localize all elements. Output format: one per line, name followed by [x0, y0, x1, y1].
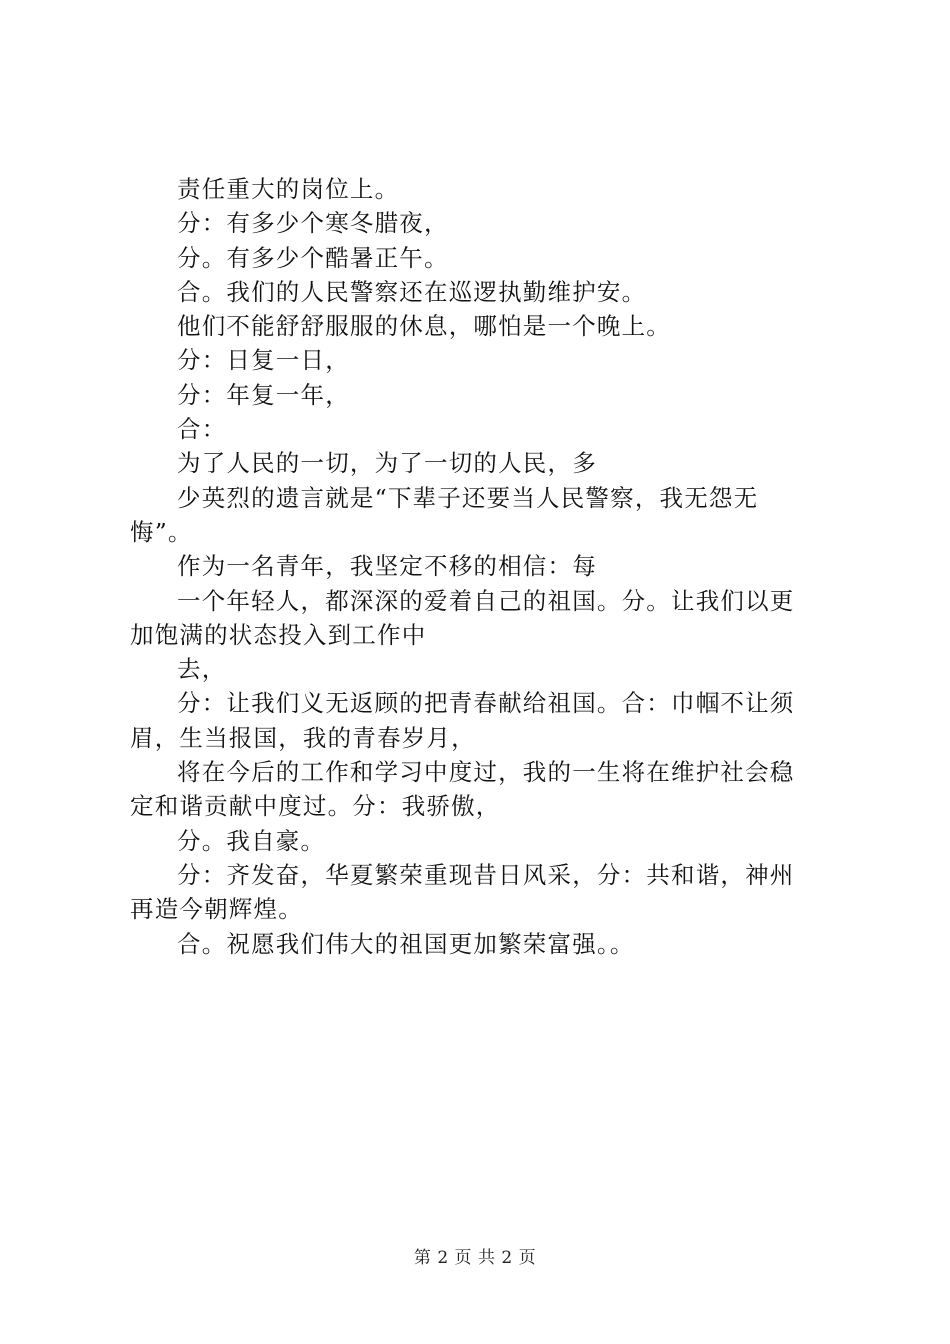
text-line: 分：日复一日，: [177, 346, 350, 375]
text-line: 他们不能舒舒服服的休息，哪怕是一个晚上。: [177, 312, 671, 341]
text-line: 分。我自豪。: [177, 826, 326, 855]
text-line: 去，: [177, 655, 227, 684]
text-line: 分：齐发奋，华夏繁荣重现昔日风采，分：共和谐，神州: [177, 860, 795, 889]
text-line: 分：年复一年，: [177, 380, 350, 409]
text-line: 定和谐贡献中度过。分：我骄傲，: [130, 792, 501, 821]
text-line: 责任重大的岗位上。: [177, 175, 400, 203]
text-line: 作为一名青年，我坚定不移的相信：每: [177, 552, 597, 581]
text-line: 分：让我们义无返顾的把青春献给祖国。合：巾帼不让须: [177, 689, 795, 718]
text-line: 将在今后的工作和学习中度过，我的一生将在维护社会稳: [177, 758, 795, 787]
page-footer: 第 2 页 共 2 页: [413, 1248, 537, 1268]
text-line: 合：: [177, 415, 227, 444]
text-line: 加饱满的状态投入到工作中: [130, 620, 427, 649]
text-line: 少英烈的遗言就是“下辈子还要当人民警察，我无怨无: [177, 483, 759, 512]
text-line: 一个年轻人，都深深的爱着自己的祖国。分。让我们以更: [177, 586, 795, 615]
text-line: 分。有多少个酷暑正午。: [177, 243, 449, 272]
text-line: 再造今朝辉煌。: [130, 895, 303, 924]
text-line: 为了人民的一切，为了一切的人民，多: [177, 449, 597, 478]
text-line: 悔”。: [130, 517, 193, 546]
text-line: 合。祝愿我们伟大的祖国更加繁荣富强。。: [177, 929, 635, 958]
text-line: 分：有多少个寒冬腊夜，: [177, 209, 449, 238]
document-body: [130, 172, 830, 961]
text-line: 合。我们的人民警察还在巡逻执勤维护安。: [177, 277, 647, 306]
text-line: 眉，生当报国，我的青春岁月，: [130, 723, 476, 752]
